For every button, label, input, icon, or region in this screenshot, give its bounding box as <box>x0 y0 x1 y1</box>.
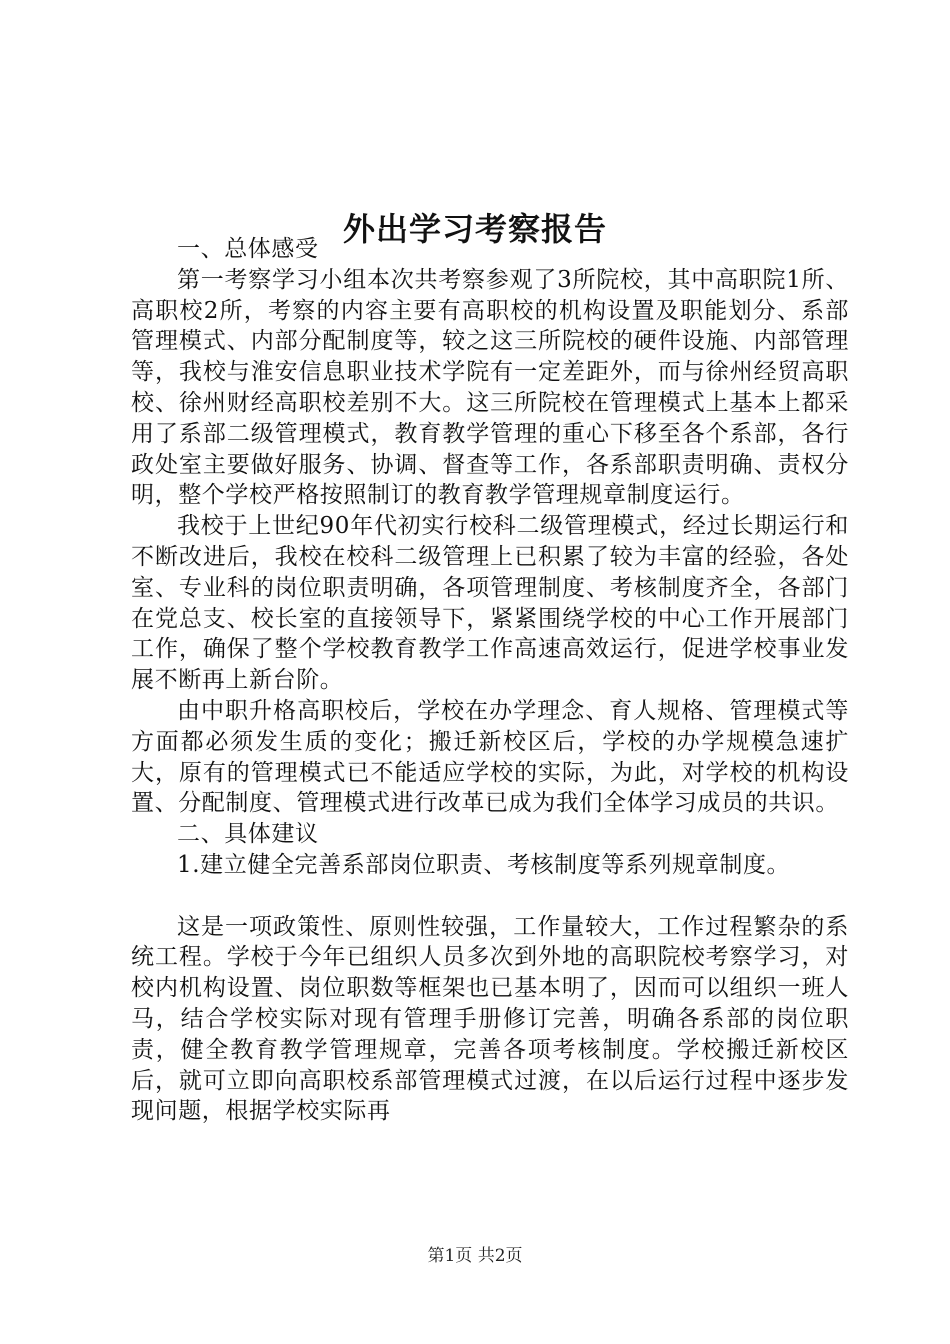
document-title: 外出学习考察报告 <box>342 210 607 249</box>
document-body <box>131 234 849 1127</box>
body-paragraph: 由中职升格高职校后，学校在办学理念、育人规格、管理模式等方面都必须发生质的变化；搬迁新校区后，学校的办学规模急速扩大，原有的管理模式已不能适应学校的实际，为此，对学校的机构设置、分配制度、管理模式进行改革已成为我们全体学习成员的共识。 <box>131 697 849 817</box>
body-paragraph: 我校于上世纪90年代初实行校科二级管理模式，经过长期运行和不断改进后，我校在校科二级管理上已积累了较为丰富的经验，各处室、专业科的岗位职责明确，各项管理制度、考核制度齐全，各部门在党总支、校长室的直接领导下，紧紧围绕学校的中心工作开展部门工作，确保了整个学校教育教学工作高速高效运行，促进学校事业发展不断再上新台阶。 <box>131 513 849 694</box>
section-heading-overall: 一、总体感受 <box>177 236 319 262</box>
page-footer: 第1页 共2页 <box>427 1246 523 1266</box>
section-heading-suggestions: 二、具体建议 <box>177 821 319 848</box>
suggestion-item-heading: 1.建立健全完善系部岗位职责、考核制度等系列规章制度。 <box>177 851 791 878</box>
body-paragraph: 第一考察学习小组本次共考察参观了3所院校，其中高职院1所、高职校2所，考察的内容主要有高职校的机构设置及职能划分、系部管理模式、内部分配制度等，较之这三所院校的硬件设施、内部管理等，我校与淮安信息职业技术学院有一定差距外，而与徐州经贸高职校、徐州财经高职校差别不大。这三所院校在管理模式上基本上都采用了系部二级管理模式，教育教学管理的重心下移至各个系部，各行政处室主要做好服务、协调、督查等工作，各系部职责明确、责权分明，整个学校严格按照制订的教育教学管理规章制度运行。 <box>131 266 849 509</box>
body-paragraph: 这是一项政策性、原则性较强，工作量较大，工作过程繁杂的系统工程。学校于今年已组织人员多次到外地的高职院校考察学习，对校内机构设置、岗位职数等框架也已基本明了，因而可以组织一班人马，结合学校实际对现有管理手册修订完善，明确各系部的岗位职责，健全教育教学管理规章，完善各项考核制度。学校搬迁新校区后，就可立即向高职校系部管理模式过渡，在以后运行过程中逐步发现问题，根据学校实际再 <box>131 913 849 1125</box>
